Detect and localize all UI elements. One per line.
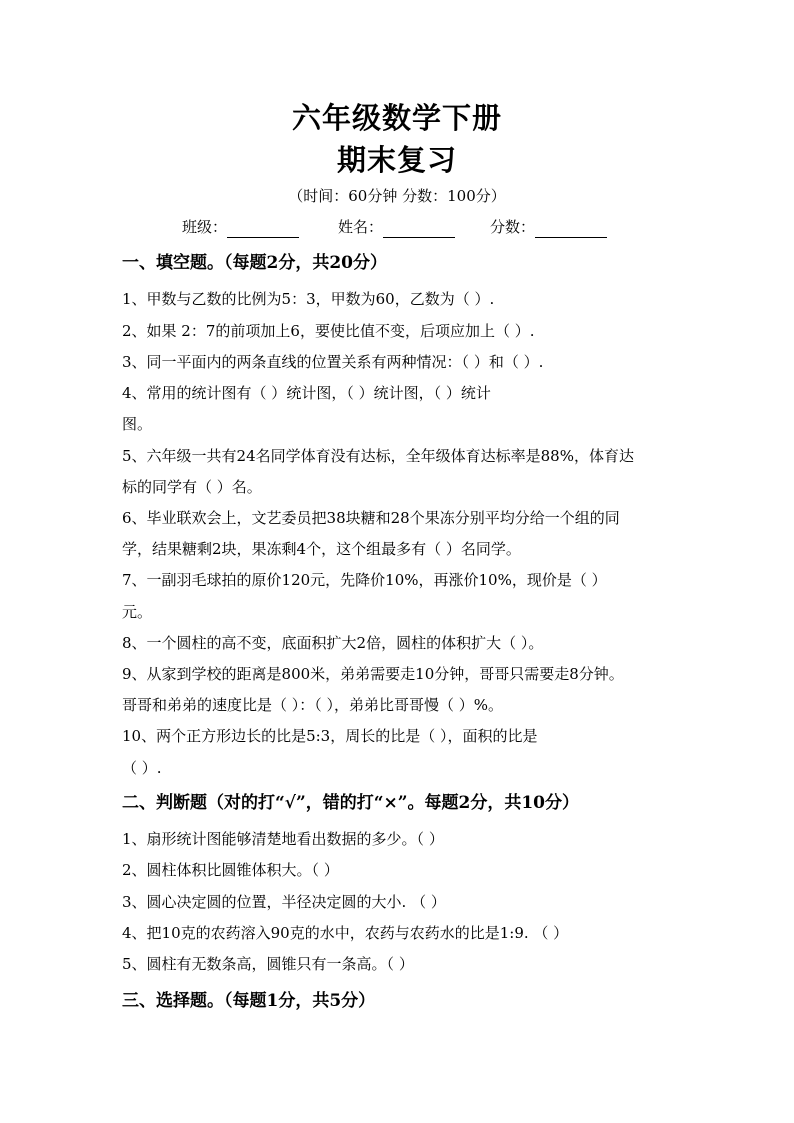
exam-title: 六年级数学下册 <box>291 101 502 135</box>
question-line: 图。 <box>122 415 153 433</box>
question-line: 学，结果糖剩2块，果冻剩4个，这个组最多有（ ）名同学。 <box>122 540 521 558</box>
question-line: 1、扇形统计图能够清楚地看出数据的多少。（ ） <box>122 830 444 848</box>
question-line: 2、如果 2：7的前项加上6，要使比值不变，后项应加上（ ）. <box>122 322 535 340</box>
score-field <box>490 216 607 238</box>
question-line: 哥哥和弟弟的速度比是（ ）：（ ），弟弟比哥哥慢（ ）%。 <box>122 696 504 714</box>
section-multiple-choice-heading: 三、选择题。（每题1分，共5分） <box>122 991 376 1011</box>
class-label: 班级： <box>182 218 228 236</box>
question-line: 标的同学有（ ）名。 <box>122 478 262 496</box>
name-blank[interactable] <box>383 221 455 238</box>
question-line: 8、一个圆柱的高不变，底面积扩大2倍，圆柱的体积扩大（ ）。 <box>122 634 544 652</box>
student-info-row <box>0 216 794 238</box>
question-line: 2、圆柱体积比圆锥体积大。（ ） <box>122 861 339 879</box>
class-field <box>182 216 299 238</box>
question-line: 6、毕业联欢会上，文艺委员把38块糖和28个果冻分别平均分给一个组的同 <box>122 509 620 527</box>
question-line: 4、常用的统计图有（ ）统计图，（ ）统计图，（ ）统计 <box>122 384 491 402</box>
name-field <box>338 216 455 238</box>
question-line: 7、一副羽毛球拍的原价120元，先降价10%，再涨价10%，现价是（ ） <box>122 571 607 589</box>
question-line: 元。 <box>122 603 153 621</box>
question-line: 10、两个正方形边长的比是5:3，周长的比是（ ），面积的比是 <box>122 727 538 745</box>
score-label: 分数： <box>490 218 536 236</box>
question-line: 3、圆心决定圆的位置，半径决定圆的大小. （ ） <box>122 893 446 911</box>
question-line: 4、把10克的农药溶入90克的水中，农药与农药水的比是1:9. （ ） <box>122 924 569 942</box>
question-line: 5、圆柱有无数条高，圆锥只有一条高。（ ） <box>122 955 414 973</box>
class-blank[interactable] <box>227 221 299 238</box>
section-true-false-heading: 二、判断题（对的打“√”，错的打“×”。每题2分，共10分） <box>122 793 580 813</box>
question-line: 1、甲数与乙数的比例为5：3，甲数为60，乙数为（ ）. <box>122 290 495 308</box>
question-line: 5、六年级一共有24名同学体育没有达标，全年级体育达标率是88%，体育达 <box>122 447 634 465</box>
question-line: 3、同一平面内的两条直线的位置关系有两种情况：（ ）和（ ）. <box>122 353 544 371</box>
exam-subtitle-title: 期末复习 <box>336 143 457 177</box>
question-line: （ ）. <box>122 759 162 777</box>
name-label: 姓名： <box>338 218 384 236</box>
question-line: 9、从家到学校的距离是800米，弟弟需要走10分钟，哥哥只需要走8分钟。 <box>122 665 624 683</box>
section-fill-in-heading: 一、填空题。（每题2分，共20分） <box>122 253 387 273</box>
score-blank[interactable] <box>535 221 607 238</box>
time-score-note: （时间：60分钟 分数：100分） <box>288 187 506 205</box>
